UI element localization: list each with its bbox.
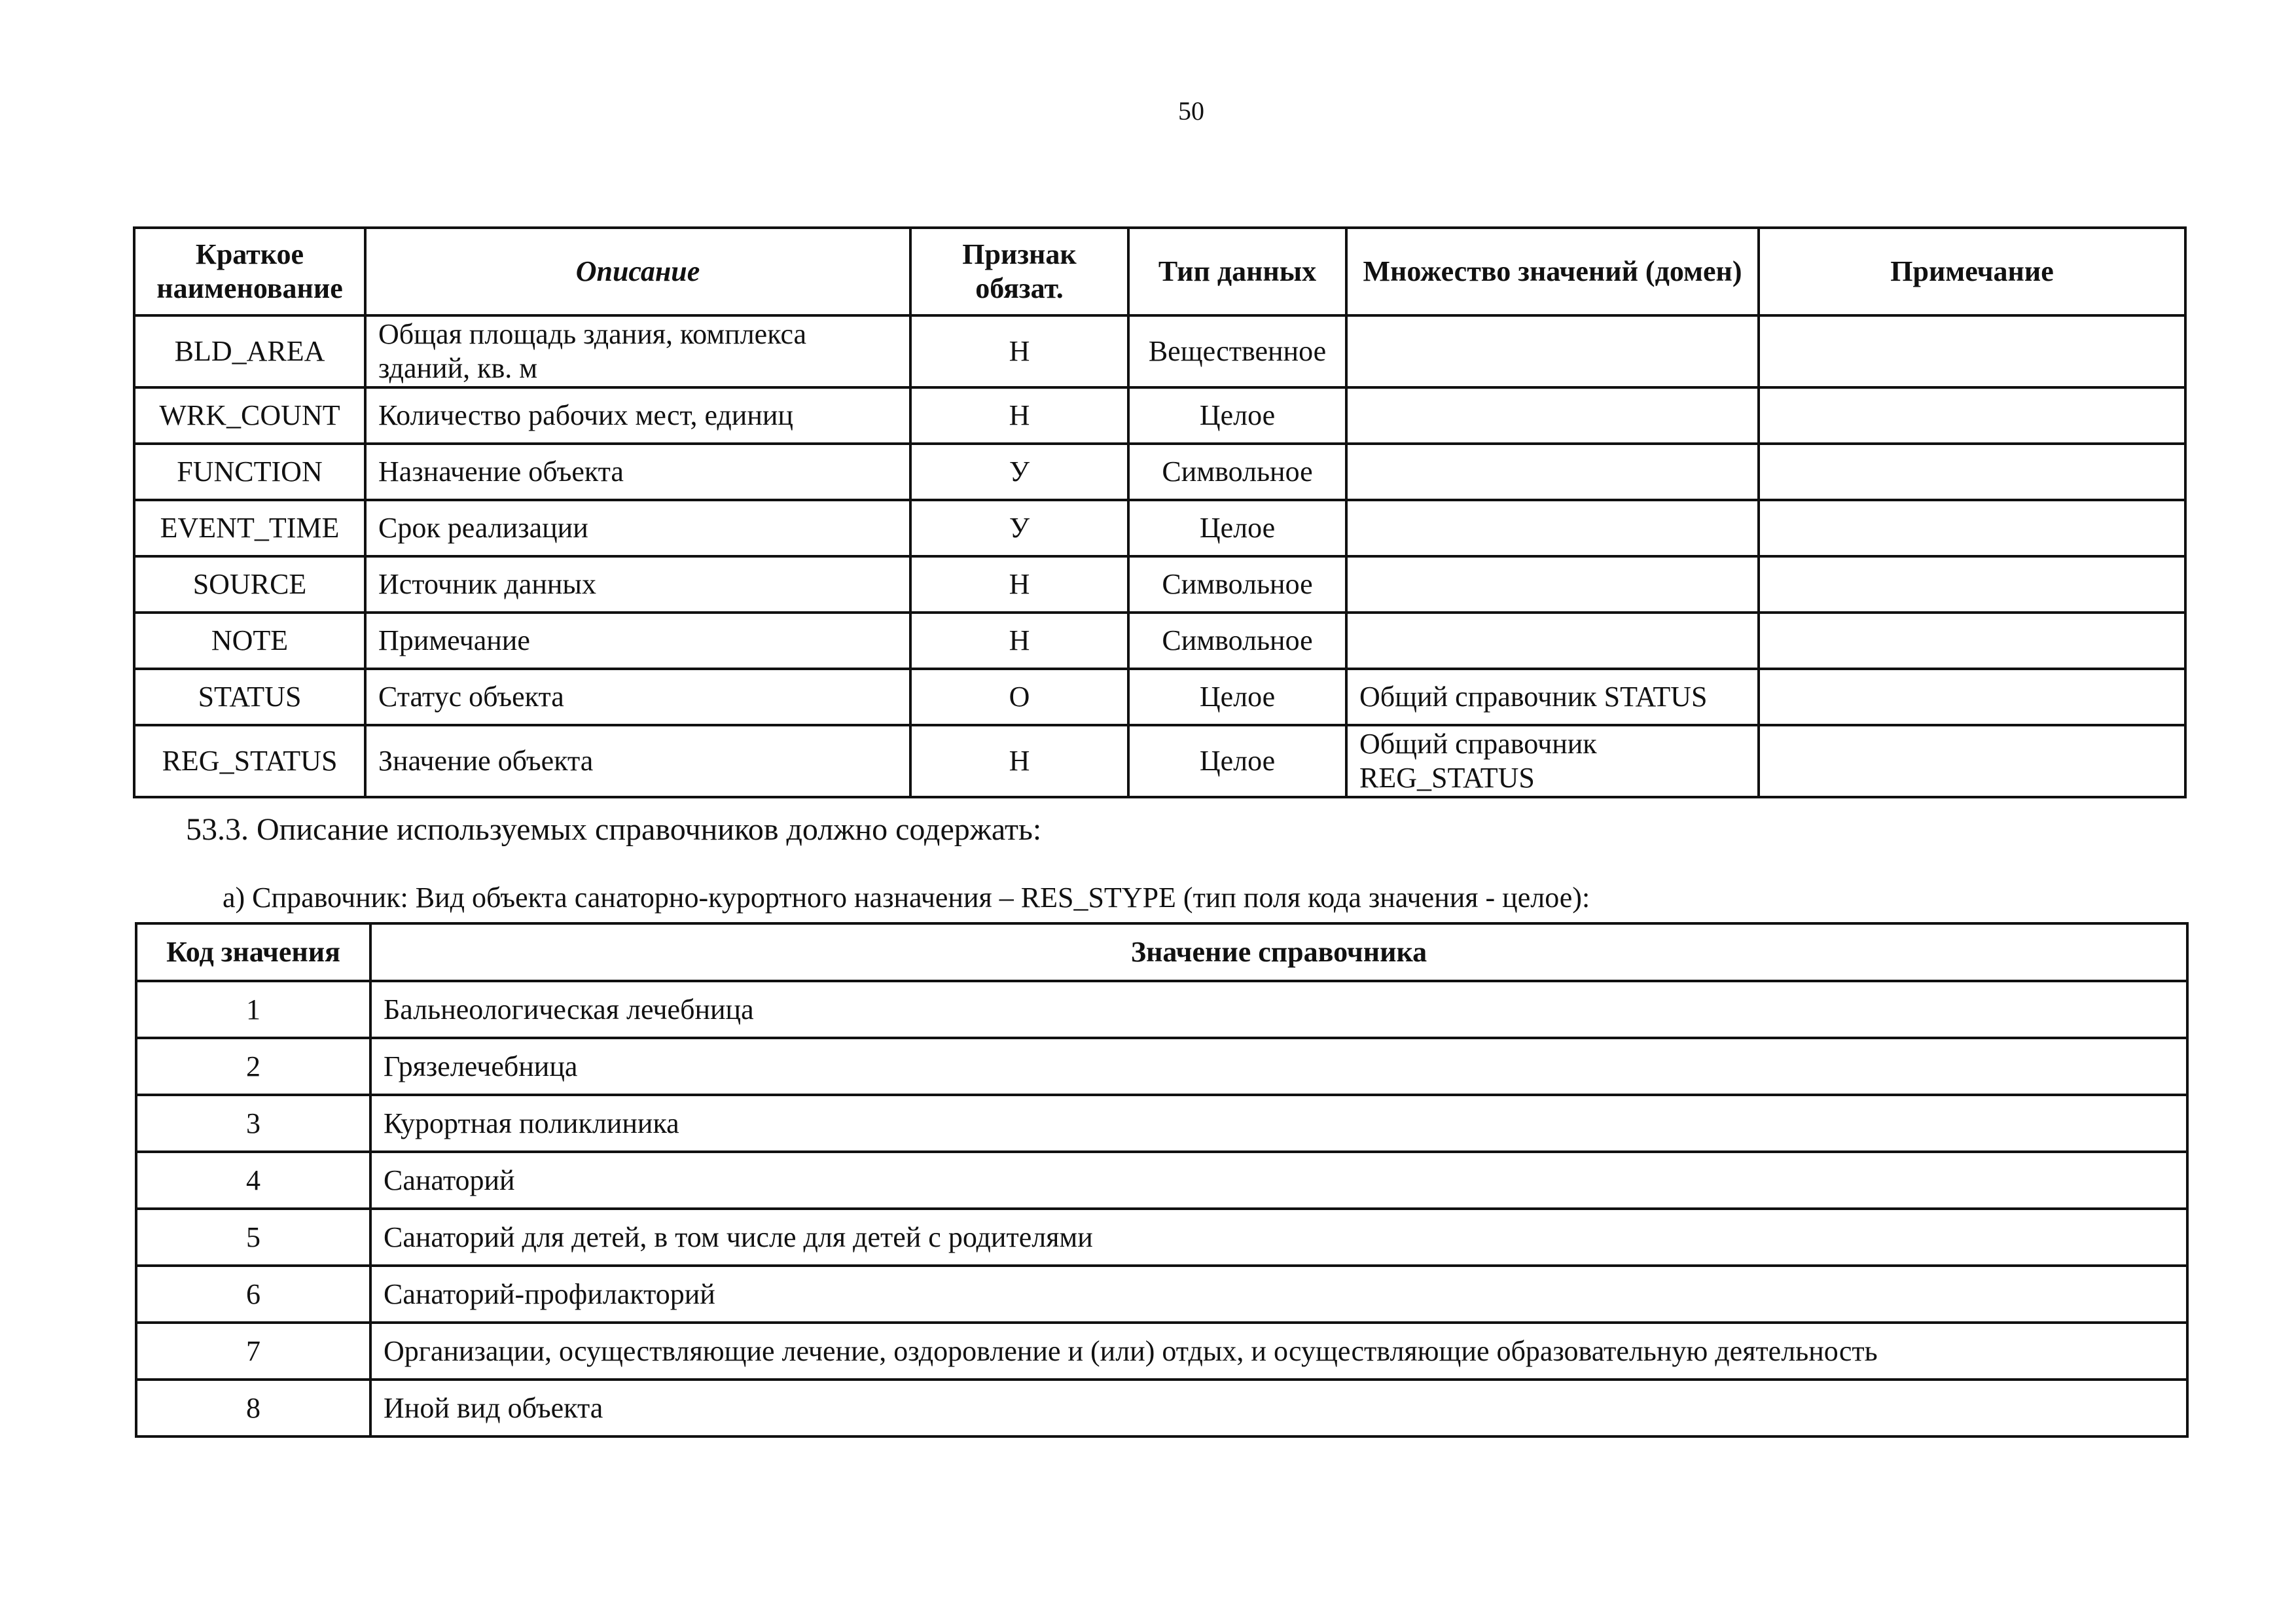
field-short-name: REG_STATUS [134,725,365,797]
field-data-type: Символьное [1128,556,1346,613]
reference-value: Организации, осуществляющие лечение, оздоровление и (или) отдых, и осуществляющие образовательную деятельность [370,1323,2187,1380]
field-short-name: STATUS [134,669,365,725]
field-description: Значение объекта [365,725,910,797]
field-data-type: Целое [1128,669,1346,725]
field-note [1759,500,2185,556]
table-row [134,613,2185,669]
field-required: Н [910,387,1128,444]
table-row [134,500,2185,556]
reference-value: Курортная поликлиника [370,1095,2187,1152]
section-heading: 53.3. Описание используемых справочников должно содержать: [186,812,1042,847]
field-description: Источник данных [365,556,910,613]
table-row [136,1209,2187,1266]
field-domain: Общий справочник REG_STATUS [1346,725,1759,797]
field-required: Н [910,725,1128,797]
reference-table [135,922,2189,1438]
field-domain: Общий справочник STATUS [1346,669,1759,725]
field-description: Срок реализации [365,500,910,556]
field-data-type: Целое [1128,387,1346,444]
table-row [136,1323,2187,1380]
table-row [136,1095,2187,1152]
reference-value: Иной вид объекта [370,1380,2187,1436]
table-row [136,1152,2187,1209]
table-row [136,1038,2187,1095]
table-row [134,387,2185,444]
field-short-name: FUNCTION [134,444,365,500]
table-row [134,556,2185,613]
field-note [1759,725,2185,797]
reference-code: 5 [136,1209,370,1266]
field-description: Количество рабочих мест, единиц [365,387,910,444]
fields-table-header-row [134,228,2185,315]
reference-code: 4 [136,1152,370,1209]
field-short-name: NOTE [134,613,365,669]
header-code: Код значения [136,923,370,981]
reference-value: Санаторий [370,1152,2187,1209]
field-required: У [910,444,1128,500]
field-data-type: Символьное [1128,613,1346,669]
header-value: Значение справочника [370,923,2187,981]
field-short-name: SOURCE [134,556,365,613]
table-row [136,981,2187,1038]
field-short-name: BLD_AREA [134,315,365,387]
reference-code: 2 [136,1038,370,1095]
reference-value: Бальнеологическая лечебница [370,981,2187,1038]
table-row [134,444,2185,500]
reference-table-header-row [136,923,2187,981]
reference-code: 7 [136,1323,370,1380]
field-description: Общая площадь здания, комплекса зданий, кв. м [365,315,910,387]
field-domain [1346,613,1759,669]
page-number: 50 [1178,96,1204,126]
field-domain [1346,387,1759,444]
field-required: У [910,500,1128,556]
field-required: Н [910,556,1128,613]
field-short-name: WRK_COUNT [134,387,365,444]
field-required: Н [910,613,1128,669]
reference-table-body [136,923,2187,1436]
field-data-type: Целое [1128,725,1346,797]
table-row [134,315,2185,387]
field-note [1759,315,2185,387]
reference-value: Грязелечебница [370,1038,2187,1095]
fields-table-body [134,228,2185,797]
reference-code: 6 [136,1266,370,1323]
field-required: Н [910,315,1128,387]
field-short-name: EVENT_TIME [134,500,365,556]
reference-value: Санаторий для детей, в том числе для детей с родителями [370,1209,2187,1266]
field-note [1759,613,2185,669]
reference-value: Санаторий-профилакторий [370,1266,2187,1323]
field-note [1759,387,2185,444]
header-data-type: Тип данных [1128,228,1346,315]
field-description: Примечание [365,613,910,669]
field-required: О [910,669,1128,725]
header-domain: Множество значений (домен) [1346,228,1759,315]
table-row [134,725,2185,797]
header-short-name: Краткое наименование [134,228,365,315]
field-domain [1346,500,1759,556]
table-row [136,1266,2187,1323]
field-description: Статус объекта [365,669,910,725]
field-note [1759,669,2185,725]
reference-caption: а) Справочник: Вид объекта санаторно-курортного назначения – RES_STYPE (тип поля кода значения - целое): [223,882,1590,914]
table-row [134,669,2185,725]
header-description: Описание [365,228,910,315]
field-note [1759,556,2185,613]
reference-code: 8 [136,1380,370,1436]
table-row [136,1380,2187,1436]
field-description: Назначение объекта [365,444,910,500]
header-required: Признак обязат. [910,228,1128,315]
field-domain [1346,556,1759,613]
field-domain [1346,315,1759,387]
reference-code: 3 [136,1095,370,1152]
field-note [1759,444,2185,500]
reference-code: 1 [136,981,370,1038]
header-note: Примечание [1759,228,2185,315]
field-data-type: Целое [1128,500,1346,556]
field-data-type: Символьное [1128,444,1346,500]
field-domain [1346,444,1759,500]
fields-table [133,226,2187,798]
field-data-type: Вещественное [1128,315,1346,387]
